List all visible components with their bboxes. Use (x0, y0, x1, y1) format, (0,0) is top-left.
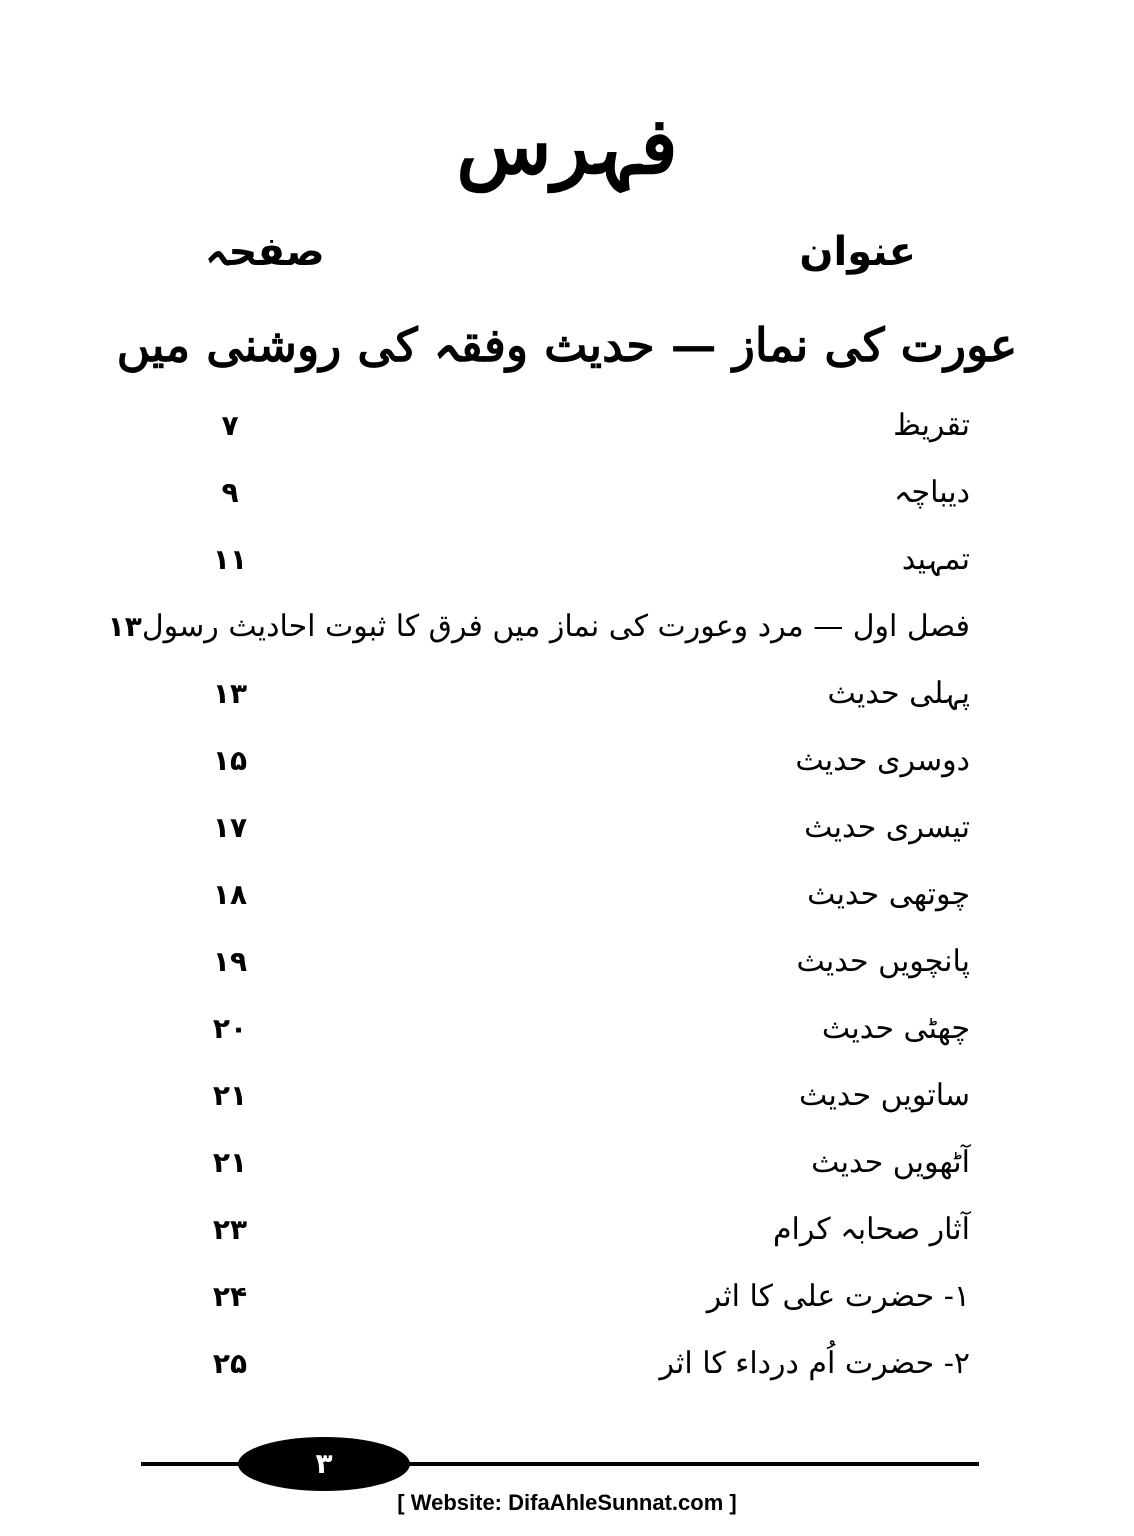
page-title: فہرس (456, 101, 678, 192)
toc-entry-page: ۱۳ (107, 610, 142, 643)
toc-entry-page: ۲۱ (212, 1146, 248, 1179)
toc-entry[interactable] (195, 1330, 970, 1397)
toc-entry-title: ۱- حضرت علی کا اثر (706, 1279, 970, 1314)
toc-entry[interactable] (195, 928, 970, 995)
toc-entry[interactable] (107, 593, 970, 660)
toc-entry[interactable] (195, 660, 970, 727)
toc-entry-title: دیباچہ (893, 475, 970, 510)
table-of-contents (107, 392, 970, 1397)
toc-entry[interactable] (195, 459, 970, 526)
toc-entry-title: دوسری حدیث (795, 743, 970, 778)
toc-entry-title: آثار صحابہ کرام (772, 1212, 970, 1247)
toc-entry[interactable] (195, 1263, 970, 1330)
website-footer: [ Website: DifaAhleSunnat.com ] (397, 1490, 737, 1515)
toc-entry[interactable] (195, 1196, 970, 1263)
toc-entry-title: ۲- حضرت اُم درداء کا اثر (659, 1346, 970, 1381)
toc-entry[interactable] (195, 794, 970, 861)
toc-entry-page: ۲۰ (212, 1012, 248, 1045)
toc-entry-page: ۱۷ (212, 811, 248, 844)
toc-entry-title: چھٹی حدیث (821, 1011, 970, 1046)
toc-entry-title: پانچویں حدیث (796, 944, 970, 979)
toc-entry-page: ۱۸ (212, 878, 248, 911)
toc-entry-title: پہلی حدیث (827, 676, 970, 711)
toc-entry-title: تیسری حدیث (804, 810, 970, 845)
toc-entry-page: ۹ (221, 476, 239, 509)
page-number-badge: ۳ (238, 1437, 410, 1491)
toc-entry-page: ۲۱ (212, 1079, 248, 1112)
page-column-header: صفحہ (205, 229, 325, 275)
topic-column-header: عنوان (799, 229, 916, 275)
toc-entry-page: ۷ (221, 409, 239, 442)
toc-entry[interactable] (195, 995, 970, 1062)
toc-entry[interactable] (195, 727, 970, 794)
toc-entry[interactable] (195, 526, 970, 593)
toc-entry-page: ۲۴ (212, 1280, 248, 1313)
toc-entry-page: ۱۳ (212, 677, 248, 710)
toc-entry-title: تقریظ (893, 408, 970, 443)
toc-entry-page: ۲۳ (212, 1213, 248, 1246)
toc-entry[interactable] (195, 1129, 970, 1196)
book-title: عورت کی نماز — حدیث وفقہ کی روشنی میں (116, 318, 1018, 372)
toc-entry-page: ۱۵ (212, 744, 248, 777)
toc-entry[interactable] (195, 861, 970, 928)
toc-entry-title: ساتویں حدیث (799, 1078, 970, 1113)
toc-entry-title: فصل اول — مرد وعورت کی نماز میں فرق کا ثبوت احادیث رسول (141, 609, 970, 644)
toc-entry-page: ۱۱ (212, 543, 248, 576)
toc-entry-title: تمہید (901, 542, 970, 577)
toc-entry-title: آٹھویں حدیث (811, 1145, 970, 1180)
toc-entry[interactable] (195, 392, 970, 459)
toc-entry[interactable] (195, 1062, 970, 1129)
toc-entry-page: ۲۵ (212, 1347, 248, 1380)
toc-entry-title: چوتھی حدیث (807, 877, 970, 912)
toc-entry-page: ۱۹ (212, 945, 248, 978)
